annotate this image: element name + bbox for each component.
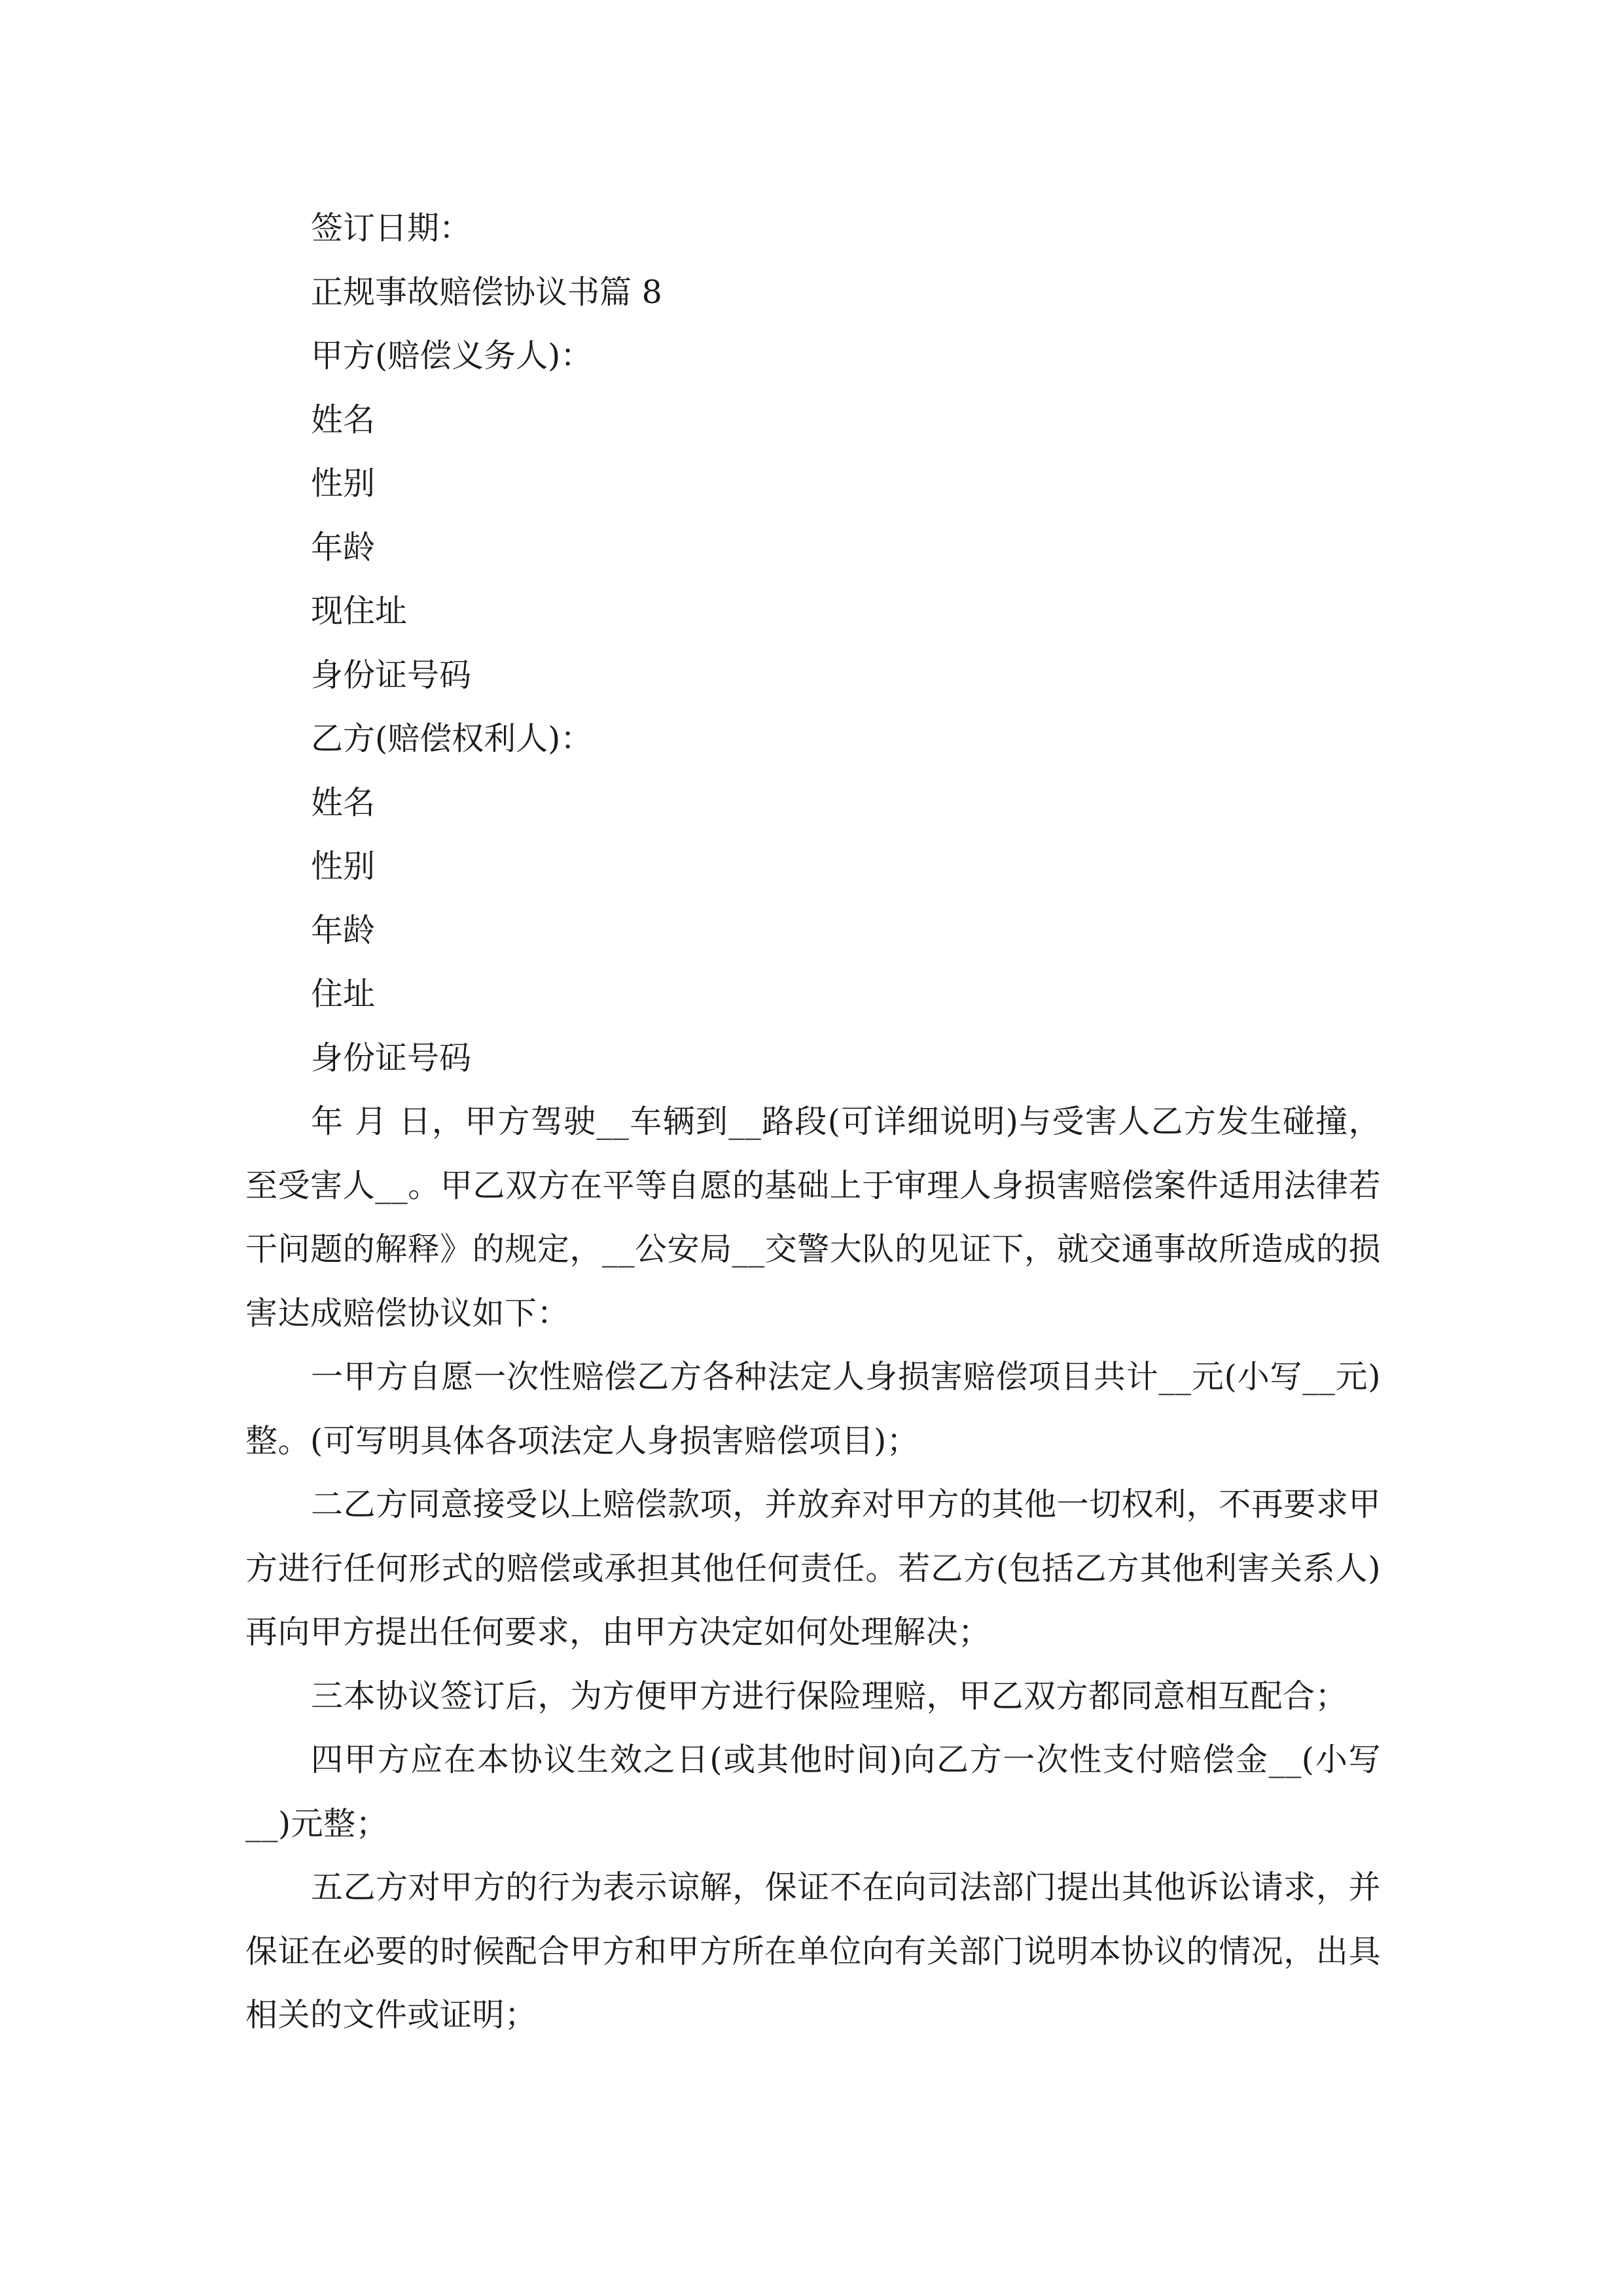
party-a-age-label: 年龄 [311,528,376,566]
section-title: 正规事故赔偿协议书篇 8 [311,273,662,311]
party-a-address-label: 现住址 [311,592,408,630]
party-b-gender-label: 性别 [311,848,376,885]
party-a-id-label: 身份证号码 [311,656,472,694]
party-b-name-label: 姓名 [311,783,376,821]
party-a-gender-label: 性别 [311,465,376,502]
document-body [245,196,1381,2047]
accident-description-paragraph: 年 月 日，甲方驾驶__车辆到__路段(可详细说明)与受害人乙方发生碰撞，至受害人__。甲乙双方在平等自愿的基础上于审理人身损害赔偿案件适用法律若干问题的解释》的规定，__公安局__交警大队的见证下，就交通事故所造成的损害达成赔偿协议如下： [245,1103,1381,1332]
party-b-age-label: 年龄 [311,911,376,949]
signing-date-label: 签订日期： [311,209,472,247]
clause-5-paragraph: 五乙方对甲方的行为表示谅解，保证不在向司法部门提出其他诉讼请求，并保证在必要的时候配合甲方和甲方所在单位向有关部门说明本协议的情况，出具相关的文件或证明； [245,1869,1381,2034]
clause-2-paragraph: 二乙方同意接受以上赔偿款项，并放弃对甲方的其他一切权利，不再要求甲方进行任何形式的赔偿或承担其他任何责任。若乙方(包括乙方其他利害关系人)再向甲方提出任何要求，由甲方决定如何处理解决； [245,1486,1381,1651]
clause-4-paragraph: 四甲方应在本协议生效之日(或其他时间)向乙方一次性支付赔偿金__(小写__)元整； [245,1741,1381,1842]
party-b-id-label: 身份证号码 [311,1039,472,1077]
party-a-name-label: 姓名 [311,401,376,439]
clause-1-paragraph: 一甲方自愿一次性赔偿乙方各种法定人身损害赔偿项目共计__元(小写__元)整。(可写明具体各项法定人身损害赔偿项目)； [245,1358,1381,1460]
party-b-address-label: 住址 [311,975,376,1013]
party-a-heading: 甲方(赔偿义务人)： [311,337,593,374]
party-b-heading: 乙方(赔偿权利人)： [311,720,593,757]
clause-3-paragraph: 三本协议签订后，为方便甲方进行保险理赔，甲乙双方都同意相互配合； [311,1677,1348,1715]
